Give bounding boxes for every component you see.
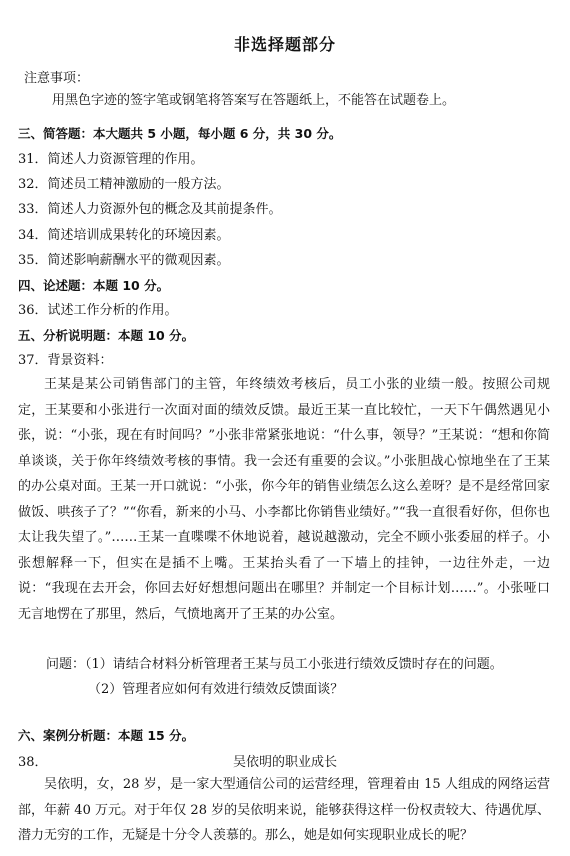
- background-passage: 王某是某公司销售部门的主管，年终绩效考核后，员工小张的业绩一般。按照公司规定，王某要和小张进行一次面对面的绩效反馈。最近王某一直比较忙，一天下午偶然遇见小张，说：“小张，现在有时间吗？”小张非常紧张地说：“什么事，领导？”王某说：“想和你简单谈谈，关于你年终绩效考核的事情。我一会还有重要的会议。”小张胆战心惊地坐在了王某的办公桌对面。王某一开口就说：“小张，你今年的销售业绩怎么这么差呀？是不是经常回家做饭、哄孩子了？”“你看，新来的小马、小李都比你销售业绩好。”“我一直很看好你，但你也太让我失望了。”……王某一直喋喋不休地说着，越说越激动，完全不顾小张委屈的样子。小张想解释一下，但实在是插不上嘴。王某抬头看了一下墙上的挂钟，一边往外走，一边说：“我现在去开会，你回去好好想想问题出在哪里？并制定一个目标计划……”。小张哑口无言地愣在了那里，然后，气愤地离开了王某的办公室。: [18, 377, 550, 622]
- section-5-heading: 五、分析说明题：本题 10 分。: [18, 328, 195, 343]
- section-4-heading: 四、论述题：本题 10 分。: [18, 278, 170, 293]
- question-35: 35．简述影响薪酬水平的微观因素。: [18, 253, 230, 268]
- question-32: 32．简述员工精神激励的一般方法。: [18, 177, 230, 192]
- notice-heading: 注意事项：: [24, 71, 90, 86]
- question-37-part-2: （2）管理者应如何有效进行绩效反馈面谈？: [88, 682, 344, 697]
- section-6-heading: 六、案例分析题：本题 15 分。: [18, 728, 195, 743]
- case-title: 吴依明的职业成长: [232, 755, 337, 770]
- question-36: 36．试述工作分析的作用。: [18, 303, 178, 318]
- question-38-label: 38．: [18, 755, 48, 770]
- question-37-part-1: 问题：（1）请结合材料分析管理者王某与员工小张进行绩效反馈时存在的问题。: [46, 657, 503, 672]
- question-33: 33．简述人力资源外包的概念及其前提条件。: [18, 202, 282, 217]
- notice-text: 用黑色字迹的签字笔或钢笔将答案写在答题纸上，不能答在试题卷上。: [52, 93, 456, 108]
- question-31: 31．简述人力资源管理的作用。: [18, 152, 204, 167]
- question-37-label: 37．背景资料：: [18, 353, 113, 368]
- section-3-heading: 三、简答题：本大题共 5 小题，每小题 6 分，共 30 分。: [18, 126, 342, 141]
- question-34: 34．简述培训成果转化的环境因素。: [18, 228, 230, 243]
- page-title: 非选择题部分: [233, 35, 336, 54]
- case-passage: 吴依明，女，28 岁，是一家大型通信公司的运营经理，管理着由 15 人组成的网络运营部，年薪 40 万元。对于年仅 28 岁的吴依明来说，能够获得这样一份权责较大、待遇优厚、潜力无穷的工作，无疑是十分令人羡慕的。那么，她是如何实现职业成长的呢？: [18, 777, 550, 843]
